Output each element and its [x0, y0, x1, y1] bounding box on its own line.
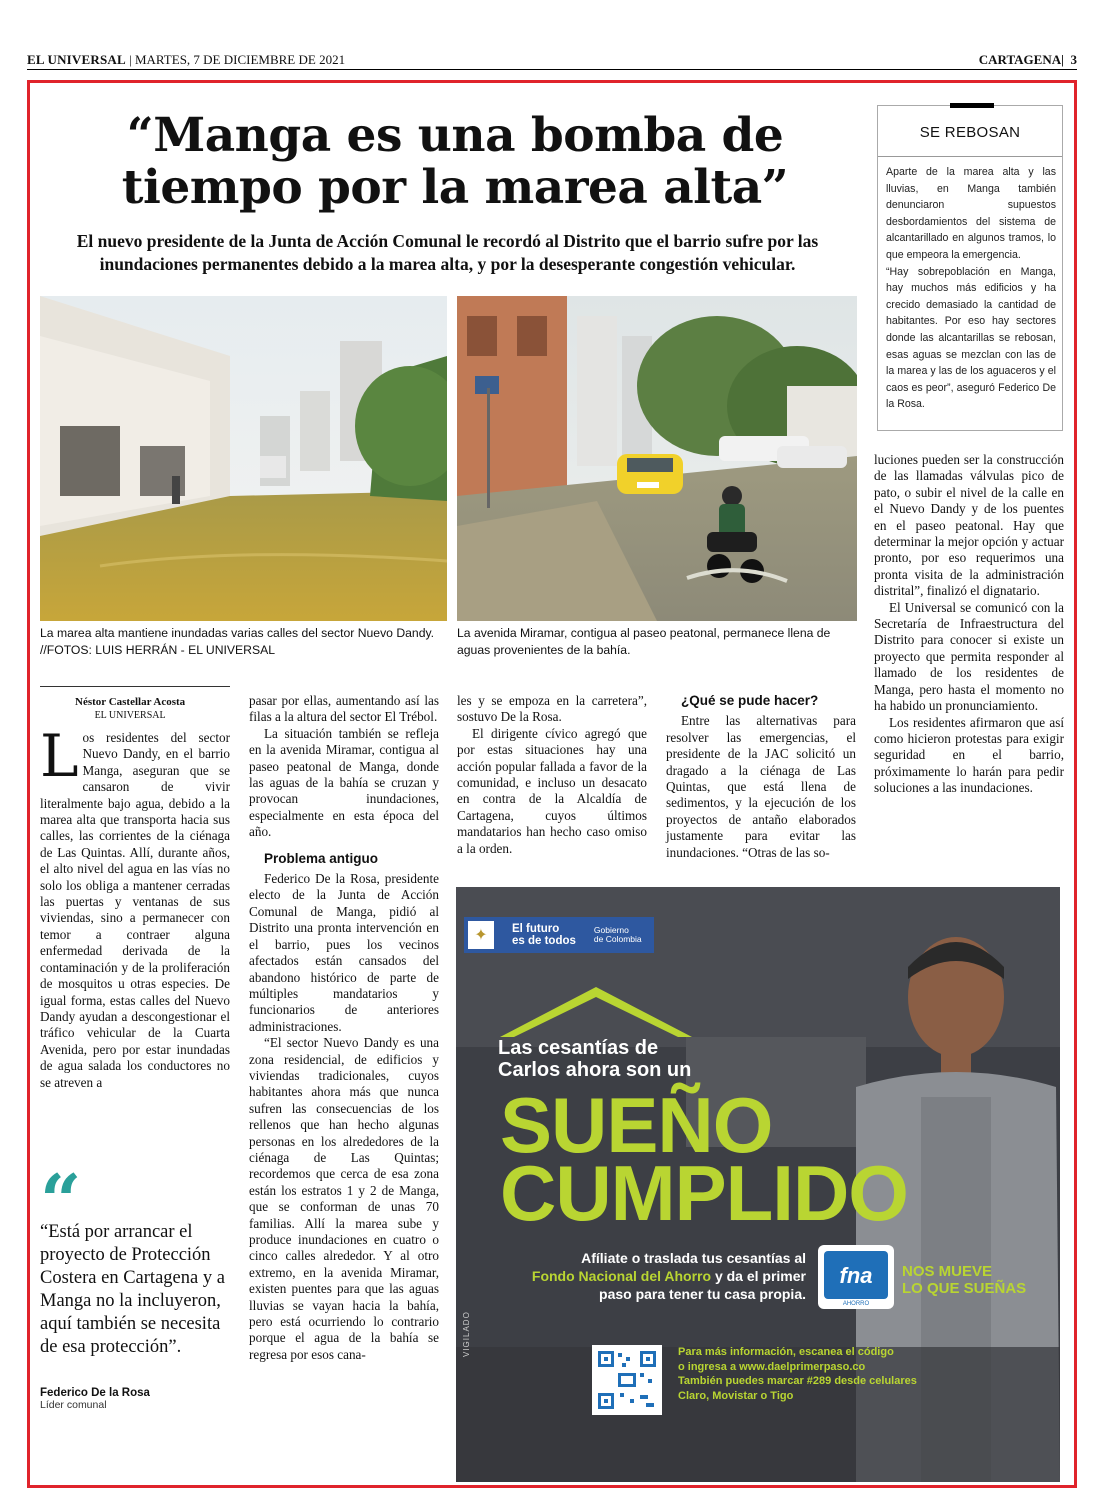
subtitle-problema-antiguo: Problema antiguo	[264, 850, 379, 866]
ad-headline-line-1: SUEÑO	[500, 1081, 773, 1169]
ad-lead	[498, 1037, 691, 1081]
ad-info-line-1: Para más información, escanea el código	[678, 1346, 894, 1358]
author-publication: EL UNIVERSAL	[94, 710, 166, 721]
byline-rule	[40, 686, 230, 687]
subtitle-que-se-pude-hacer: ¿Qué se pude hacer?	[681, 693, 819, 708]
paragraph: les y se empoza en la carretera”, sostuvo De la Rosa.	[457, 693, 647, 725]
section-name: CARTAGENA	[978, 52, 1062, 67]
headline-line-1: “Manga es una bomba de	[126, 108, 784, 163]
ad-body-line-1: Afíliate o traslada tus cesantías al	[581, 1250, 806, 1266]
gov-name-line-2: de Colombia	[593, 934, 642, 944]
gov-slogan	[512, 923, 576, 947]
photo-flooded-street	[40, 296, 447, 621]
gov-name-line-1: Gobierno	[593, 925, 629, 935]
issue-date: MARTES, 7 DE DICIEMBRE DE 2021	[134, 52, 346, 67]
dropcap: L	[40, 722, 79, 790]
quote-mark-icon: “	[40, 1158, 82, 1243]
paragraph: luciones pueden ser la construcción de las llamadas válvulas pico de pato, o subir el nivel de la calle en el Nuevo Dandy y de los puentes en el paseo peatonal. Hay que determinar la mejor opción y actuar pronto, por eso requerimos una pronta visita de la administración distrital”, finalizó el dignatario.	[874, 452, 1064, 599]
sidebar-box	[877, 105, 1063, 431]
advertisement-fna[interactable]	[456, 887, 1060, 1482]
quote-author-role: Líder comunal	[40, 1399, 107, 1411]
government-logo	[464, 917, 654, 953]
ad-body-line-2	[494, 1267, 806, 1285]
ad-lead-line-1: Las cesantías de	[498, 1037, 659, 1059]
fna-logo-sub: AHORRO	[842, 1301, 870, 1307]
ad-headline	[500, 1081, 908, 1237]
sidebar-body	[886, 164, 1056, 413]
paragraph: Federico De la Rosa, presidente electo de la Junta de Acción Comunal de Manga, pidió al Distrito una pronta intervención en el barrio, pues los vecinos afectados están cansados del abandono histórico de parte de múltiples mandatarios y funcionarios de anteriores administraciones.	[249, 871, 439, 1034]
sidebar-divider	[878, 156, 1062, 157]
ad-lead-line-2: Carlos ahora son un	[498, 1059, 692, 1081]
quote-author: Federico De la Rosa	[40, 1387, 150, 1399]
paragraph: La situación también se refleja en la avenida Miramar, contigua al paseo peatonal de Manga, donde las aguas de la bahía se cruzan y provocan inundaciones, especialmente en esta época del año.	[249, 725, 439, 840]
article-column-1	[40, 722, 230, 1110]
paragraph: Entre las alternativas para resolver las emergencias, el presidente de la JAC solicitó un dragado a la ciénaga de Las Quintas, que está llena de sedimentos, y la ejecución de los proyectos de antaño elaborados justamente para evitar las inundaciones. “Otras de las so-	[666, 713, 856, 860]
byline	[75, 696, 185, 722]
author-name: Néstor Castellar Acosta	[75, 696, 186, 708]
masthead-right: CARTAGENA| 3	[978, 52, 1077, 67]
article-column-5	[874, 452, 1064, 872]
ad-body-line-2-rest: y da el primer	[711, 1268, 806, 1284]
vigilado-label	[462, 1137, 476, 1357]
ad-headline-line-2: CUMPLIDO	[500, 1149, 908, 1237]
paragraph: El Universal se comunicó con la Secretaría de Infraestructura del Distrito para conocer si existe un proyecto que permita responder al llamado de los residentes de Manga, pero hasta el momento no ha habido un pronunciamiento.	[874, 599, 1064, 714]
quote-text: “Está por arrancar el proyecto de Protección Costera en Cartagena y a Manga no la incluyeron, aquí también se necesita de esa protección”.	[40, 1222, 225, 1357]
article-column-2	[249, 693, 439, 1483]
article-column-4	[666, 693, 856, 873]
lead-paragraph	[40, 722, 230, 1091]
ad-info-line-2[interactable]: o ingresa a www.daelprimerpaso.co	[678, 1360, 866, 1373]
ad-slogan	[902, 1263, 1026, 1297]
ad-body	[494, 1249, 806, 1303]
page-number: 3	[1070, 52, 1077, 67]
qr-code-icon[interactable]	[592, 1345, 662, 1415]
ad-slogan-line-1: NOS MUEVE	[902, 1263, 993, 1280]
ad-contact-info	[678, 1345, 917, 1403]
gov-slogan-line-2: es de todos	[512, 935, 576, 947]
photo-caption-2: La avenida Miramar, contigua al paseo peatonal, permanece llena de aguas provenientes de la bahía.	[457, 626, 831, 657]
sidebar-paragraph-2: “Hay sobrepoblación en Manga, hay muchos más edificios y ha crecido demasiado la cantidad de habitantes. Por eso hay sectores donde las alcantarillas se rebosan, esas aguas se mezclan con las de la marea y las de los aguaceros y el caos es peor”, aseguró Federico De la Rosa.	[886, 265, 1056, 411]
headline-line-2: tiempo por la marea alta”	[121, 160, 789, 215]
fna-house-icon: fna	[824, 1251, 888, 1299]
paragraph: “El sector Nuevo Dandy es una zona residencial, de edificios y viviendas tradicionales, cuyos habitantes ahora más que nunca sufren las consecuencias de los rellenos que han hecho algunas personas en los alrededores de la ciénaga de Las Quintas; recordemos que cerca de esa zona están los estratos 1 y 2 de Manga, que se conforman de unas 70 familias. Allí la marea sube y produce inundaciones en cuatro o cinco calles alrededor. Y al otro extremo, en la avenida Miramar, existen puentes para que las aguas lluvias se vayan hacia la bahía, pero está ocurriendo lo contrario porque el agua de la bahía se regresa por esos cana-	[249, 1035, 439, 1362]
photo-miramar-avenue	[457, 296, 857, 621]
masthead	[27, 50, 1077, 70]
ad-body-line-3: paso para tener tu casa propia.	[599, 1286, 806, 1302]
headline	[100, 110, 810, 214]
gov-name	[594, 926, 642, 944]
ad-info-line-3: También puedes marcar #289 desde celulares	[678, 1375, 917, 1387]
masthead-left: EL UNIVERSAL | MARTES, 7 DE DICIEMBRE DE 2021	[27, 52, 346, 67]
paragraph: El dirigente cívico agregó que por estas situaciones hay una acción popular fallada a favor de la comunidad, e incluso un desacato en contra de la Alcaldía de Cartagena, cuyos últimos mandatarios han hecho caso omiso a la orden.	[457, 725, 647, 856]
paragraph: Los residentes afirmaron que así como hicieron protestas para exigir seguridad en el barrio, próximamente lo harán para pedir soluciones a las inundaciones.	[874, 714, 1064, 796]
paper-name: EL UNIVERSAL	[27, 52, 126, 67]
colombia-crest-icon: ✦	[468, 921, 494, 949]
photo-caption-1: La marea alta mantiene inundadas varias calles del sector Nuevo Dandy. //FOTOS: LUIS HERRÁN - EL UNIVERSAL	[40, 626, 435, 657]
fna-logo	[818, 1245, 894, 1309]
pull-quote	[40, 1158, 235, 1411]
fondo-nacional-highlight: Fondo Nacional del Ahorro	[531, 1268, 712, 1284]
article-column-3	[457, 693, 647, 873]
ad-slogan-line-2: LO QUE SUEÑAS	[902, 1280, 1027, 1297]
lead-text: os residentes del sector Nuevo Dandy, en el barrio Manga, aseguran que se cansaron de vivir literalmente bajo agua, debido a la marea alta que transporta hacia sus calles, las corrientes de la ciénaga de Las Quintas. Allí, durante años, el alto nivel del agua en las vías no solo los obliga a mantener cerradas las puertas y ventanas de sus viviendas, sino a permanecer con temor a contraer alguna enfermedad derivada de la contaminación y de la proliferación de mosquitos u otras especies. De igual forma, estas calles del Nuevo Dandy ayudan a descongestionar el tráfico vehicular de la Cuarta Avenida, pero por estar inundadas de agua salada los conductores no se atreven a	[40, 730, 230, 1090]
paragraph: pasar por ellas, aumentando así las filas a la altura del sector El Trébol.	[249, 693, 439, 725]
ad-info-line-4: Claro, Movistar o Tigo	[678, 1389, 794, 1402]
vigilado-text: VIGILADO	[462, 1311, 471, 1357]
gov-slogan-line-1: El futuro	[512, 923, 560, 935]
sidebar-paragraph-1: Aparte de la marea alta y las lluvias, en Manga también denunciaron supuestos desbordamientos del sistema de alcantarillado en algunos tramos, lo que empeora la emergencia.	[886, 166, 1056, 261]
subhead: El nuevo presidente de la Junta de Acción Comunal le recordó al Distrito que el barrio sufre por las inundaciones permanentes debido a la marea alta, y por la desesperante congestión vehicular.	[76, 231, 819, 274]
sidebar-accent-bar	[950, 103, 994, 108]
sidebar-title: SE REBOSAN	[919, 124, 1021, 141]
